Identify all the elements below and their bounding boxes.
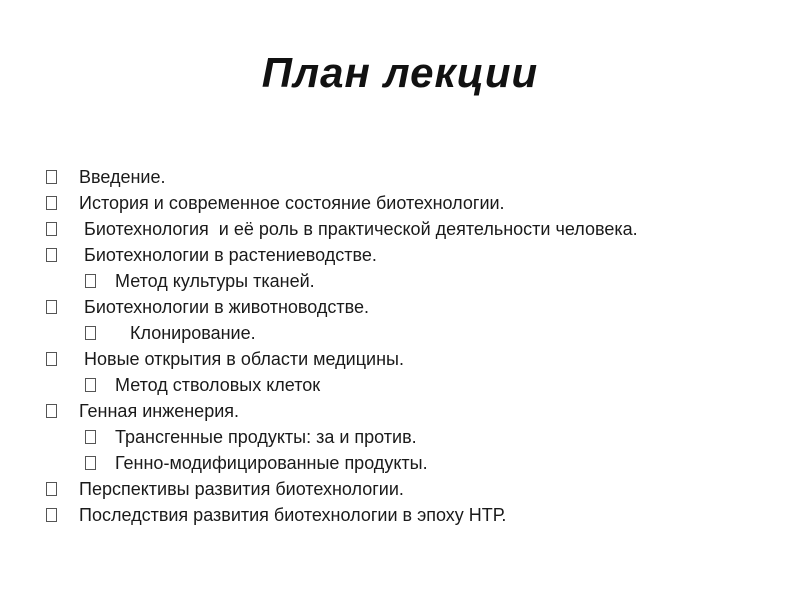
outline-subitem <box>44 450 684 476</box>
outline-item <box>44 242 684 268</box>
bullet-icon <box>46 404 57 418</box>
outline-item <box>44 502 684 528</box>
bullet-icon <box>46 508 57 522</box>
bullet-icon <box>46 196 57 210</box>
outline-item <box>44 216 684 242</box>
lecture-outline <box>44 164 684 528</box>
bullet-icon <box>85 326 96 340</box>
outline-item-text: Последствия развития биотехнологии в эпоху НТР. <box>79 505 507 525</box>
outline-subitem-text: Генно-модифицированные продукты. <box>115 453 428 473</box>
outline-subitem-text: Метод стволовых клеток <box>115 375 321 395</box>
bullet-icon <box>85 456 96 470</box>
outline-item-text: История и современное состояние биотехнологии. <box>79 193 505 213</box>
outline-item-text: Введение. <box>79 167 166 187</box>
outline-item <box>44 346 684 372</box>
outline-subitem <box>44 424 684 450</box>
outline-subitem <box>44 268 684 294</box>
bullet-icon <box>85 378 96 392</box>
bullet-icon <box>46 482 57 496</box>
outline-item <box>44 164 684 190</box>
outline-subitem-text: Метод культуры тканей. <box>115 271 315 291</box>
bullet-icon <box>46 248 57 262</box>
bullet-icon <box>85 274 96 288</box>
bullet-icon <box>46 222 57 236</box>
outline-item-text: Перспективы развития биотехнологии. <box>79 479 404 499</box>
outline-item <box>44 476 684 502</box>
outline-item <box>44 190 684 216</box>
bullet-icon <box>85 430 96 444</box>
outline-item-text: Новые открытия в области медицины. <box>79 349 404 369</box>
slide-title: План лекции <box>261 49 539 96</box>
outline-item-text: Биотехнологии в растениеводстве. <box>79 245 377 265</box>
outline-item-text: Биотехнология и её роль в практической деятельности человека. <box>79 219 638 239</box>
outline-subitem-text: Трансгенные продукты: за и против. <box>115 427 417 447</box>
outline-subitem <box>44 320 684 346</box>
outline-subitem <box>44 372 684 398</box>
outline-item <box>44 398 684 424</box>
outline-item-text: Биотехнологии в животноводстве. <box>79 297 370 317</box>
outline-item-text: Генная инженерия. <box>79 401 240 421</box>
outline-subitem-text: Клонирование. <box>115 323 256 343</box>
bullet-icon <box>46 170 57 184</box>
bullet-icon <box>46 300 57 314</box>
outline-item <box>44 294 684 320</box>
bullet-icon <box>46 352 57 366</box>
